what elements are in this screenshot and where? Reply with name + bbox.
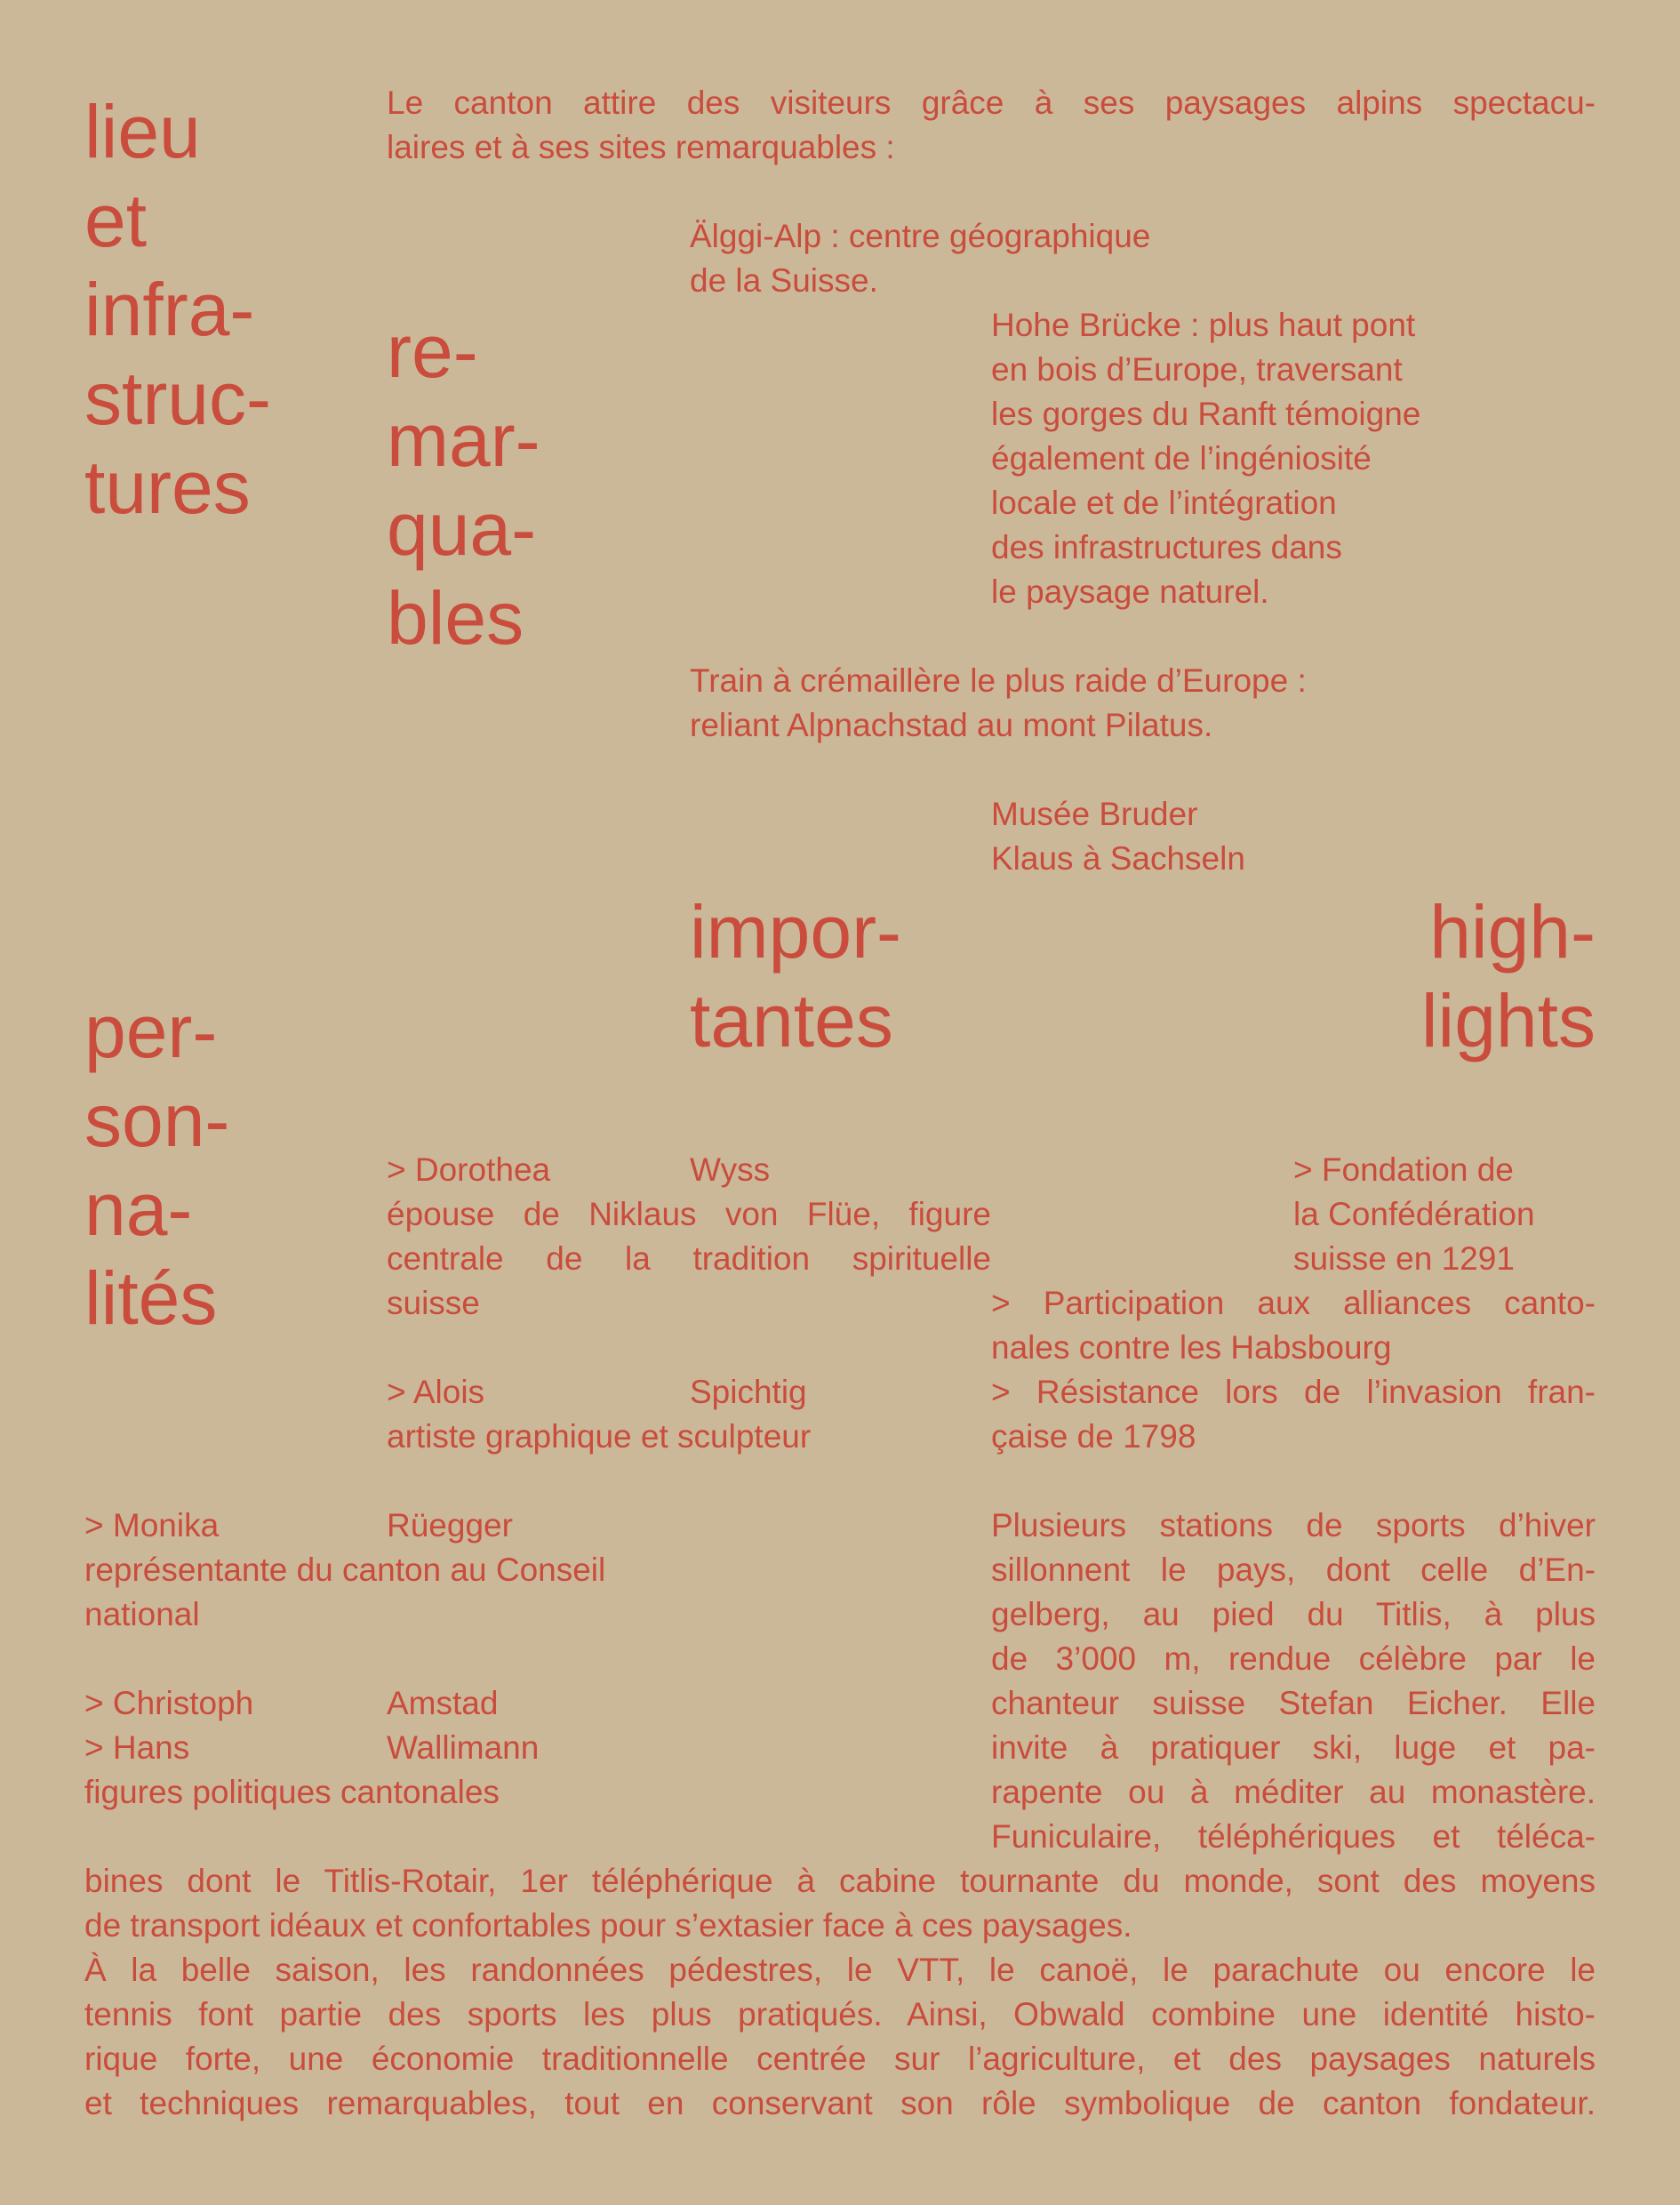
intro-line: laires et à ses sites remarquables :: [387, 129, 895, 165]
site-line: locale et de l’intégration: [991, 485, 1337, 521]
title-word: et: [84, 179, 148, 262]
site-line: Train à crémaillère le plus raide d’Europe :: [690, 662, 1307, 699]
person-description: artiste graphique et sculpteur: [387, 1418, 812, 1455]
site-line: des infrastructures dans: [991, 529, 1342, 565]
person-first-name: > Christoph: [84, 1685, 254, 1721]
person-last-name: Wyss: [690, 1151, 771, 1188]
title-lieu-infrastructures: [84, 87, 271, 532]
paragraph-line: Plusieurs stations de sports d’hiver: [991, 1507, 1596, 1544]
highlight-line: suisse en 1291: [1293, 1240, 1515, 1277]
title-personnalites: [84, 987, 229, 1343]
site-line: le paysage naturel.: [991, 573, 1269, 610]
title-word: qua-: [387, 487, 537, 571]
title-word: mar-: [387, 398, 540, 482]
site-line: Klaus à Sachseln: [991, 840, 1245, 877]
title-word: son-: [84, 1078, 230, 1162]
paragraph-line: À la belle saison, les randonnées pédestres, le VTT, le canoë, le parachute ou encore le: [84, 1952, 1596, 1988]
title-highlights: [1244, 887, 1596, 1065]
site-musee: [991, 792, 1245, 881]
person-first-name: > Hans: [84, 1729, 190, 1766]
intro-paragraph: [387, 81, 1596, 170]
title-word: lieu: [84, 90, 201, 173]
person-description: figures politiques cantonales: [84, 1774, 500, 1810]
closing-paragraph: [84, 1859, 1596, 2126]
title-remarquables: [387, 307, 540, 662]
highlight-resistance: [991, 1370, 1596, 1459]
person-first-name: > Alois: [387, 1374, 485, 1410]
highlight-participation: [991, 1281, 1596, 1370]
title-word: na-: [84, 1167, 193, 1251]
paragraph-line: de 3’000 m, rendue célèbre par le: [991, 1640, 1596, 1677]
site-line: également de l’ingéniosité: [991, 440, 1372, 477]
person-first-name: > Monika: [84, 1507, 220, 1544]
highlight-line: nales contre les Habsbourg: [991, 1329, 1392, 1366]
highlight-line: > Participation aux alliances canto-: [991, 1285, 1596, 1321]
description-line: épouse de Niklaus von Flüe, figure: [387, 1196, 991, 1232]
title-word: tantes: [690, 979, 893, 1062]
highlight-fondation: [1293, 1148, 1535, 1281]
intro-line: Le canton attire des visiteurs grâce à ses paysages alpins spectacu-: [387, 84, 1596, 121]
title-word: tures: [84, 445, 251, 529]
paragraph-line: de transport idéaux et confortables pour s’extasier face à ces paysages.: [84, 1907, 1132, 1944]
title-word: lights: [1420, 979, 1596, 1062]
person-description: [387, 1192, 991, 1326]
site-line: en bois d’Europe, traversant: [991, 351, 1403, 388]
title-word: lités: [84, 1256, 218, 1340]
highlight-line: > Fondation de: [1293, 1151, 1514, 1188]
stations-paragraph: [991, 1503, 1596, 1859]
paragraph-line: gelberg, au pied du Titlis, à plus: [991, 1596, 1596, 1632]
person-first-name: > Dorothea: [387, 1151, 551, 1188]
title-word: bles: [387, 576, 524, 660]
person-last-name: Spichtig: [690, 1374, 807, 1410]
title-word: high-: [1429, 890, 1596, 974]
title-word: per-: [84, 990, 218, 1073]
paragraph-line: et techniques remarquables, tout en conservant son rôle symbolique de canton fondateur.: [84, 2085, 1596, 2121]
site-line: Musée Bruder: [991, 796, 1198, 832]
paragraph-line: chanteur suisse Stefan Eicher. Elle: [991, 1685, 1596, 1721]
title-word: struc-: [84, 357, 271, 440]
highlight-line: çaise de 1798: [991, 1418, 1196, 1455]
description-line: représentante du canton au Conseil: [84, 1552, 606, 1588]
paragraph-line: bines dont le Titlis-Rotair, 1er téléphérique à cabine tournante du monde, sont des moyens: [84, 1863, 1596, 1899]
title-word: infra-: [84, 268, 255, 351]
description-line: national: [84, 1596, 200, 1632]
site-line: Älggi-Alp : centre géographique: [690, 218, 1151, 254]
highlight-line: la Confédération: [1293, 1196, 1535, 1232]
paragraph-line: Funiculaire, téléphériques et téléca-: [991, 1818, 1596, 1855]
person-last-name: Amstad: [387, 1685, 499, 1721]
highlight-line: > Résistance lors de l’invasion fran-: [991, 1374, 1596, 1410]
paragraph-line: invite à pratiquer ski, luge et pa-: [991, 1729, 1596, 1766]
paragraph-line: rapente ou à méditer au monastère.: [991, 1774, 1596, 1810]
site-line: reliant Alpnachstad au mont Pilatus.: [690, 707, 1213, 743]
paragraph-line: tennis font partie des sports les plus pratiqués. Ainsi, Obwald combine une identité histo-: [84, 1996, 1596, 2033]
title-word: re-: [387, 309, 478, 393]
person-last-name: Rüegger: [387, 1507, 513, 1544]
site-line: de la Suisse.: [690, 262, 878, 299]
description-line: centrale de la tradition spirituelle: [387, 1240, 991, 1277]
title-word: impor-: [690, 890, 902, 974]
person-last-name: Wallimann: [387, 1729, 540, 1766]
site-train: [690, 659, 1307, 748]
paragraph-line: rique forte, une économie traditionnelle centrée sur l’agriculture, et des paysages naturels: [84, 2041, 1596, 2077]
description-line: suisse: [387, 1285, 480, 1321]
site-alggi-alp: [690, 214, 1150, 303]
site-hohe-brucke: [991, 303, 1420, 614]
site-line: les gorges du Ranft témoigne: [991, 396, 1421, 432]
title-importantes: [690, 887, 901, 1065]
person-description: [84, 1548, 605, 1637]
paragraph-line: sillonnent le pays, dont celle d’En-: [991, 1552, 1596, 1588]
site-line: Hohe Brücke : plus haut pont: [991, 307, 1416, 343]
